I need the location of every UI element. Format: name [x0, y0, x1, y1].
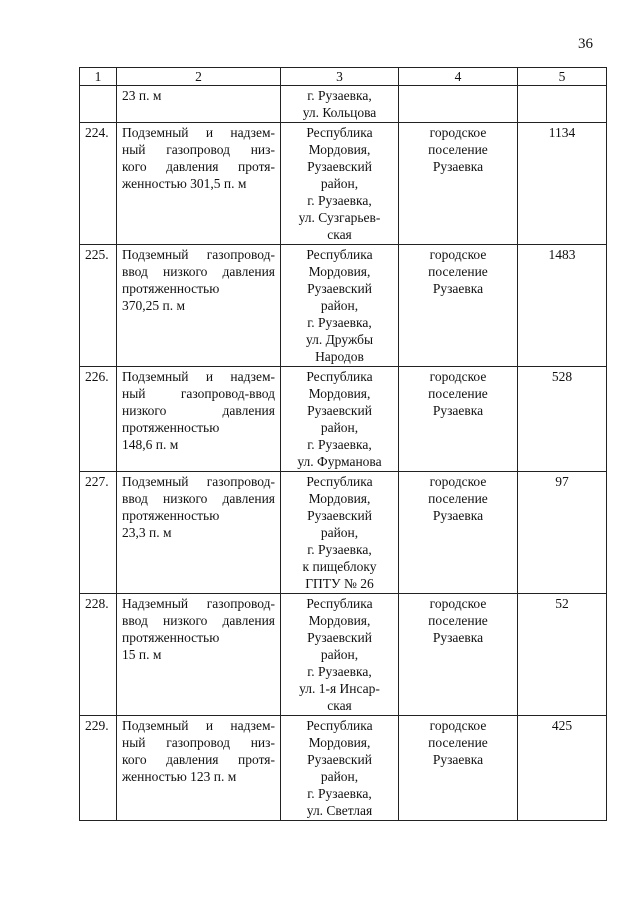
owner-cell	[399, 123, 518, 245]
row-number: 227.	[80, 472, 117, 594]
row-number: 224.	[80, 123, 117, 245]
object-name-line: Подземный и надзем-	[122, 369, 275, 384]
address-line: Народов	[315, 349, 364, 364]
object-name-line: женностью 301,5 п. м	[122, 176, 247, 191]
owner-line: городское	[429, 718, 487, 733]
object-name-line: ввод низкого давления	[122, 613, 275, 628]
row-number: 226.	[80, 367, 117, 472]
column-header: 2	[117, 68, 281, 86]
owner-cell	[399, 594, 518, 716]
object-name-line: протяженностью	[122, 630, 220, 645]
address-line: Республика	[306, 125, 373, 140]
address-cell	[281, 245, 399, 367]
owner-line: городское	[429, 474, 487, 489]
address-line: Мордовия,	[308, 386, 371, 401]
address-cell	[281, 86, 399, 123]
object-name-line: 23,3 п. м	[122, 525, 172, 540]
address-line: ская	[327, 698, 352, 713]
owner-line: городское	[429, 247, 487, 262]
address-line: Мордовия,	[308, 735, 371, 750]
owner-line: городское	[429, 369, 487, 384]
value-cell: 425	[518, 716, 607, 821]
address-line: Республика	[306, 474, 373, 489]
owner-line: Рузаевка	[432, 159, 484, 174]
owner-line: поселение	[428, 264, 488, 279]
address-cell	[281, 594, 399, 716]
address-line: ул. Дружбы	[305, 332, 374, 347]
owner-line: Рузаевка	[432, 281, 484, 296]
address-line: район,	[320, 647, 359, 662]
object-name-cell	[117, 245, 281, 367]
owner-cell	[399, 472, 518, 594]
address-line: ская	[327, 227, 352, 242]
address-line: Рузаевский	[307, 281, 372, 296]
column-header: 1	[80, 68, 117, 86]
object-name-line: протяженностью	[122, 281, 220, 296]
owner-line: Рузаевка	[432, 752, 484, 767]
row-number: 229.	[80, 716, 117, 821]
address-line: Рузаевский	[307, 508, 372, 523]
address-line: Рузаевский	[307, 752, 372, 767]
address-line: Рузаевский	[307, 630, 372, 645]
address-line: ул. Фурманова	[297, 454, 382, 469]
owner-line: Рузаевка	[432, 508, 484, 523]
owner-line: поселение	[428, 386, 488, 401]
owner-cell	[399, 245, 518, 367]
object-name-cell	[117, 716, 281, 821]
address-line: г. Рузаевка,	[307, 542, 372, 557]
owner-line: Рузаевка	[432, 630, 484, 645]
address-line: ул. Светлая	[306, 803, 373, 818]
address-line: район,	[320, 769, 359, 784]
table-row	[80, 123, 607, 245]
table-row	[80, 716, 607, 821]
address-line: г. Рузаевка,	[307, 786, 372, 801]
value-cell: 1483	[518, 245, 607, 367]
object-name-line: 148,6 п. м	[122, 437, 179, 452]
address-line: г. Рузаевка,	[307, 193, 372, 208]
object-name-line: ный газопровод низ-	[122, 142, 275, 157]
table-row	[80, 472, 607, 594]
value-cell: 52	[518, 594, 607, 716]
address-cell	[281, 716, 399, 821]
address-cell	[281, 123, 399, 245]
address-line: ул. 1-я Инсар-	[299, 681, 380, 696]
object-name-line: 370,25 п. м	[122, 298, 186, 313]
address-line: Рузаевский	[307, 159, 372, 174]
value-cell: 97	[518, 472, 607, 594]
address-line: район,	[320, 298, 359, 313]
object-name-line: Надземный газопровод-	[122, 596, 275, 611]
address-line: район,	[320, 176, 359, 191]
address-line: ул. Кольцова	[302, 105, 377, 120]
table-row	[80, 245, 607, 367]
owner-line: Рузаевка	[432, 403, 484, 418]
object-name-line: 23 п. м	[122, 88, 162, 103]
object-name-cell	[117, 367, 281, 472]
object-name-line: низкого давления	[122, 403, 275, 418]
row-number	[80, 86, 117, 123]
object-name-line: Подземный и надзем-	[122, 125, 275, 140]
table-row	[80, 367, 607, 472]
object-name-line: протяженностью	[122, 420, 220, 435]
address-line: район,	[320, 420, 359, 435]
object-name-line: ный газопровод-ввод	[122, 386, 275, 401]
address-line: Рузаевский	[307, 403, 372, 418]
object-name-line: ный газопровод низ-	[122, 735, 275, 750]
object-name-line: Подземный газопровод-	[122, 474, 275, 489]
column-header: 3	[281, 68, 399, 86]
value-cell: 528	[518, 367, 607, 472]
address-line: г. Рузаевка,	[307, 88, 372, 103]
address-line: ГПТУ № 26	[305, 576, 374, 591]
registry-table	[79, 67, 607, 821]
object-name-line: 15 п. м	[122, 647, 162, 662]
address-cell	[281, 472, 399, 594]
address-line: г. Рузаевка,	[307, 315, 372, 330]
object-name-line: ввод низкого давления	[122, 491, 275, 506]
address-line: Мордовия,	[308, 142, 371, 157]
owner-cell	[399, 86, 518, 123]
object-name-cell	[117, 594, 281, 716]
address-line: Республика	[306, 247, 373, 262]
column-header: 5	[518, 68, 607, 86]
owner-cell	[399, 716, 518, 821]
address-line: Республика	[306, 718, 373, 733]
header-row	[80, 68, 607, 86]
table-row	[80, 86, 607, 123]
address-line: Республика	[306, 596, 373, 611]
object-name-line: женностью 123 п. м	[122, 769, 237, 784]
row-number: 225.	[80, 245, 117, 367]
address-line: г. Рузаевка,	[307, 664, 372, 679]
address-line: Мордовия,	[308, 613, 371, 628]
object-name-cell	[117, 472, 281, 594]
owner-line: городское	[429, 596, 487, 611]
address-line: Мордовия,	[308, 264, 371, 279]
object-name-line: кого давления протя-	[122, 752, 275, 767]
owner-line: городское	[429, 125, 487, 140]
row-number: 228.	[80, 594, 117, 716]
object-name-line: кого давления протя-	[122, 159, 275, 174]
address-cell	[281, 367, 399, 472]
value-cell: 1134	[518, 123, 607, 245]
object-name-cell	[117, 123, 281, 245]
address-line: г. Рузаевка,	[307, 437, 372, 452]
object-name-line: Подземный газопровод-	[122, 247, 275, 262]
table-row	[80, 594, 607, 716]
owner-cell	[399, 367, 518, 472]
object-name-line: ввод низкого давления	[122, 264, 275, 279]
address-line: ул. Сузгарьев-	[298, 210, 381, 225]
address-line: Мордовия,	[308, 491, 371, 506]
value-cell	[518, 86, 607, 123]
object-name-cell	[117, 86, 281, 123]
address-line: к пищеблоку	[302, 559, 377, 574]
owner-line: поселение	[428, 491, 488, 506]
object-name-line: Подземный и надзем-	[122, 718, 275, 733]
page-number: 36	[578, 36, 593, 52]
address-line: район,	[320, 525, 359, 540]
owner-line: поселение	[428, 142, 488, 157]
address-line: Республика	[306, 369, 373, 384]
column-header: 4	[399, 68, 518, 86]
owner-line: поселение	[428, 613, 488, 628]
object-name-line: протяженностью	[122, 508, 220, 523]
owner-line: поселение	[428, 735, 488, 750]
